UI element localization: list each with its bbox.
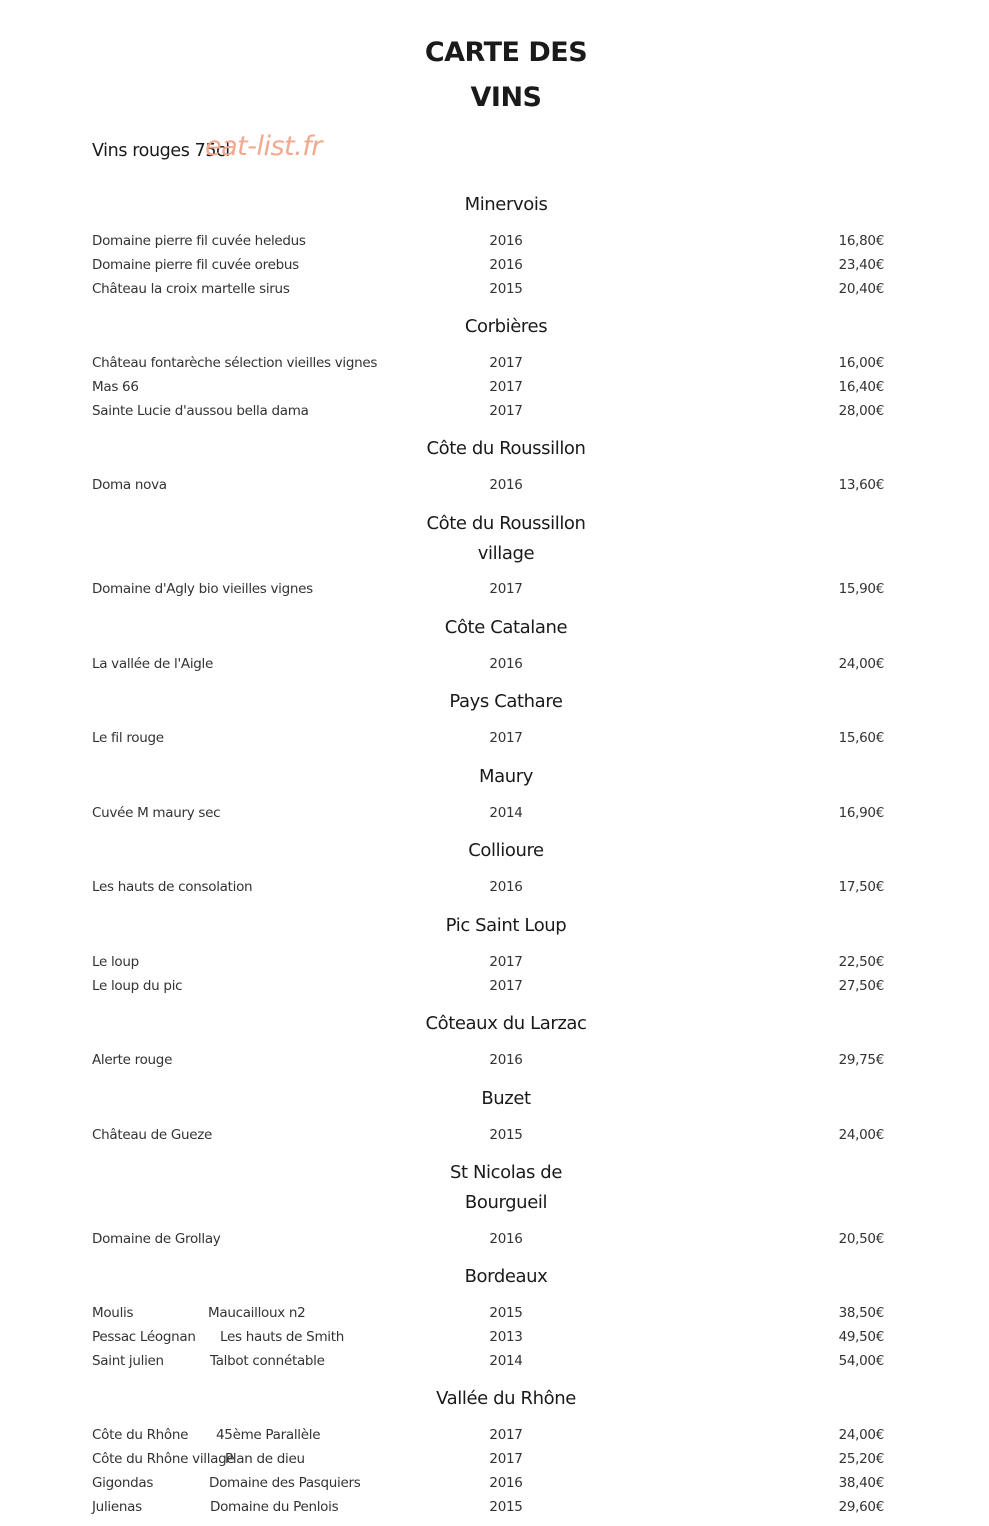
section-heading [0, 1384, 989, 1414]
wine-name: Le loup [92, 954, 139, 970]
section-heading-line: Buzet [481, 1088, 531, 1109]
wine-row [0, 726, 989, 750]
wine-row [0, 399, 989, 423]
wine-name: Domaine pierre fil cuvée heledus [92, 233, 306, 249]
wine-cuvee: Domaine du Penlois [210, 1499, 339, 1515]
wine-name: Les hauts de consolation [92, 879, 253, 895]
wine-vintage: 2016 [489, 1231, 523, 1247]
section-heading [0, 509, 989, 569]
wine-name: Gigondas [92, 1475, 154, 1491]
page-title-line: VINS [470, 82, 542, 113]
wine-row [0, 577, 989, 601]
wine-price: 13,60€ [838, 477, 884, 493]
wine-name: Château fontarèche sélection vieilles vignes [92, 355, 378, 371]
wine-price: 16,80€ [838, 233, 884, 249]
wine-name: Le fil rouge [92, 730, 164, 746]
wine-price: 28,00€ [838, 403, 884, 419]
wine-row [0, 351, 989, 375]
wine-price: 54,00€ [838, 1353, 884, 1369]
wine-row [0, 473, 989, 497]
page-title-line: CARTE DES [424, 37, 588, 68]
wine-vintage: 2015 [489, 1127, 523, 1143]
wine-row [0, 229, 989, 253]
wine-price: 20,50€ [838, 1231, 884, 1247]
wine-vintage: 2016 [489, 1052, 523, 1068]
wine-row [0, 1048, 989, 1072]
wine-row [0, 277, 989, 301]
section-heading-line: Corbières [464, 316, 548, 337]
wine-price: 38,50€ [838, 1305, 884, 1321]
wine-row [0, 1301, 989, 1325]
wine-row [0, 1423, 989, 1447]
wine-price: 23,40€ [838, 257, 884, 273]
section-heading-line: Minervois [464, 194, 548, 215]
wine-cuvee: Les hauts de Smith [220, 1329, 345, 1345]
wine-price: 20,40€ [838, 281, 884, 297]
wine-vintage: 2017 [489, 379, 523, 395]
section-heading-line: Pic Saint Loup [445, 915, 567, 936]
wine-cuvee: Talbot connétable [210, 1353, 325, 1369]
wine-name: La vallée de l'Aigle [92, 656, 213, 672]
wine-vintage: 2016 [489, 233, 523, 249]
wine-vintage: 2017 [489, 1427, 523, 1443]
wine-price: 22,50€ [838, 954, 884, 970]
wine-cuvee: Plan de dieu [225, 1451, 305, 1467]
wine-vintage: 2014 [489, 805, 523, 821]
wine-row [0, 1471, 989, 1495]
wine-cuvee: Maucailloux n2 [208, 1305, 306, 1321]
section-heading-line: Vallée du Rhône [436, 1388, 576, 1409]
wine-vintage: 2016 [489, 656, 523, 672]
section-heading [0, 1158, 989, 1218]
wine-row [0, 253, 989, 277]
watermark-logo: eat-list.fr [205, 131, 322, 162]
wine-price: 29,75€ [838, 1052, 884, 1068]
wine-price: 25,20€ [838, 1451, 884, 1467]
wine-name: Domaine pierre fil cuvée orebus [92, 257, 299, 273]
wine-name: Le loup du pic [92, 978, 183, 994]
wine-price: 16,00€ [838, 355, 884, 371]
wine-vintage: 2017 [489, 581, 523, 597]
wine-price: 24,00€ [838, 656, 884, 672]
section-heading-line: Bourgueil [464, 1192, 548, 1213]
wine-name: Doma nova [92, 477, 167, 493]
wine-price: 17,50€ [838, 879, 884, 895]
wine-name: Pessac Léognan [92, 1329, 196, 1345]
wine-vintage: 2015 [489, 1499, 523, 1515]
wine-vintage: 2015 [489, 1305, 523, 1321]
wine-vintage: 2017 [489, 978, 523, 994]
wine-vintage: 2015 [489, 281, 523, 297]
wine-price: 24,00€ [838, 1127, 884, 1143]
wine-cuvee: 45ème Parallèle [216, 1427, 321, 1443]
section-heading [0, 911, 989, 941]
wine-name: Domaine de Grollay [92, 1231, 221, 1247]
wine-row [0, 974, 989, 998]
wine-vintage: 2017 [489, 355, 523, 371]
wine-row [0, 1325, 989, 1349]
section-heading [0, 312, 989, 342]
wine-price: 27,50€ [838, 978, 884, 994]
wine-name: Cuvée M maury sec [92, 805, 221, 821]
wine-row [0, 1123, 989, 1147]
wine-name: Alerte rouge [92, 1052, 173, 1068]
section-heading-line: Côte Catalane [444, 617, 568, 638]
section-heading [0, 434, 989, 464]
wine-price: 24,00€ [838, 1427, 884, 1443]
wine-name: Saint julien [92, 1353, 164, 1369]
section-heading-line: Côte du Roussillon [426, 513, 586, 534]
wine-price: 49,50€ [838, 1329, 884, 1345]
section-heading-line: Maury [478, 766, 534, 787]
wine-name: Côte du Rhône village [92, 1451, 235, 1467]
wine-row [0, 1227, 989, 1251]
wine-row [0, 1349, 989, 1373]
wine-name: Domaine d'Agly bio vieilles vignes [92, 581, 313, 597]
wine-vintage: 2017 [489, 730, 523, 746]
wine-row [0, 875, 989, 899]
section-heading-line: Bordeaux [464, 1266, 548, 1287]
section-heading-line: Côte du Roussillon [426, 438, 586, 459]
section-heading [0, 190, 989, 220]
section-heading-line: Collioure [468, 840, 544, 861]
wine-vintage: 2014 [489, 1353, 523, 1369]
wine-name: Château de Gueze [92, 1127, 213, 1143]
wine-name: Château la croix martelle sirus [92, 281, 290, 297]
section-heading [0, 687, 989, 717]
wine-vintage: 2016 [489, 477, 523, 493]
wine-row [0, 1495, 989, 1519]
wine-price: 16,40€ [838, 379, 884, 395]
section-heading [0, 1084, 989, 1114]
wine-name: Sainte Lucie d'aussou bella dama [92, 403, 309, 419]
wine-cuvee: Domaine des Pasquiers [209, 1475, 361, 1491]
wine-vintage: 2016 [489, 257, 523, 273]
wine-row [0, 375, 989, 399]
wine-price: 15,90€ [838, 581, 884, 597]
wine-vintage: 2016 [489, 1475, 523, 1491]
wine-vintage: 2017 [489, 954, 523, 970]
section-heading [0, 1262, 989, 1292]
wine-row [0, 950, 989, 974]
wine-name: Mas 66 [92, 379, 139, 395]
section-heading [0, 762, 989, 792]
wine-name: Julienas [92, 1499, 142, 1515]
wine-vintage: 2017 [489, 403, 523, 419]
section-heading [0, 1009, 989, 1039]
wine-price: 38,40€ [838, 1475, 884, 1491]
wine-row [0, 801, 989, 825]
section-heading [0, 836, 989, 866]
wine-name: Côte du Rhône [92, 1427, 189, 1443]
wine-vintage: 2013 [489, 1329, 523, 1345]
section-heading [0, 613, 989, 643]
wine-row [0, 652, 989, 676]
section-heading-line: Côteaux du Larzac [425, 1013, 587, 1034]
section-heading-line: village [477, 543, 535, 564]
wine-row [0, 1447, 989, 1471]
wine-price: 15,60€ [838, 730, 884, 746]
wine-vintage: 2016 [489, 879, 523, 895]
section-heading-line: Pays Cathare [449, 691, 563, 712]
page-title [0, 30, 989, 120]
section-heading-line: St Nicolas de [449, 1162, 562, 1183]
wine-name: Moulis [92, 1305, 134, 1321]
wine-vintage: 2017 [489, 1451, 523, 1467]
section-subtitle: Vins rouges 75cl [92, 141, 230, 161]
wine-price: 29,60€ [838, 1499, 884, 1515]
wine-price: 16,90€ [838, 805, 884, 821]
